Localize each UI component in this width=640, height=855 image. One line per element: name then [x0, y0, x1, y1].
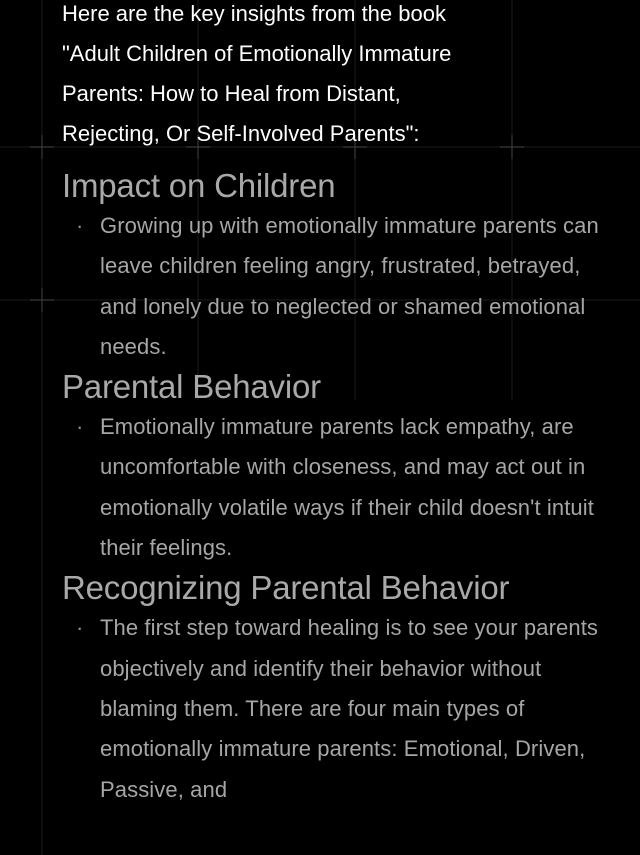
bullet-item — [62, 206, 622, 367]
bullet-dot-icon: · — [76, 615, 84, 641]
section-parental-behavior — [62, 367, 622, 568]
section-recognizing-parental-behavior — [62, 568, 622, 809]
bullet-text: Growing up with emotionally immature parents can leave children feeling angry, frustrated, betrayed, and lonely due to neglected or shamed emotional needs. — [100, 213, 599, 359]
article-content — [62, 0, 622, 810]
bullet-text: Emotionally immature parents lack empathy, are uncomfortable with closeness, and may act out in emotionally volatile ways if their child doesn't intuit their feelings. — [100, 414, 594, 561]
bullet-item — [62, 407, 622, 568]
bullet-dot-icon: · — [76, 213, 84, 238]
intro-text: Here are the key insights from the book "Adult Children of Emotionally Immature Parents: How to Heal from Distant, Rejecting, Or Self-Involved Parents": — [62, 1, 452, 146]
section-heading: Parental Behavior — [62, 368, 321, 406]
section-heading: Impact on Children — [62, 167, 336, 204]
section-impact-on-children — [62, 166, 622, 367]
bullet-dot-icon: · — [76, 414, 84, 440]
bullet-text: The first step toward healing is to see your parents objectively and identify their behavior without blaming them. There are four main types of emotionally immature parents: Emotional, Driven, Passive, and — [100, 615, 599, 802]
section-heading: Recognizing Parental Behavior — [62, 569, 510, 607]
bullet-item — [62, 608, 622, 809]
